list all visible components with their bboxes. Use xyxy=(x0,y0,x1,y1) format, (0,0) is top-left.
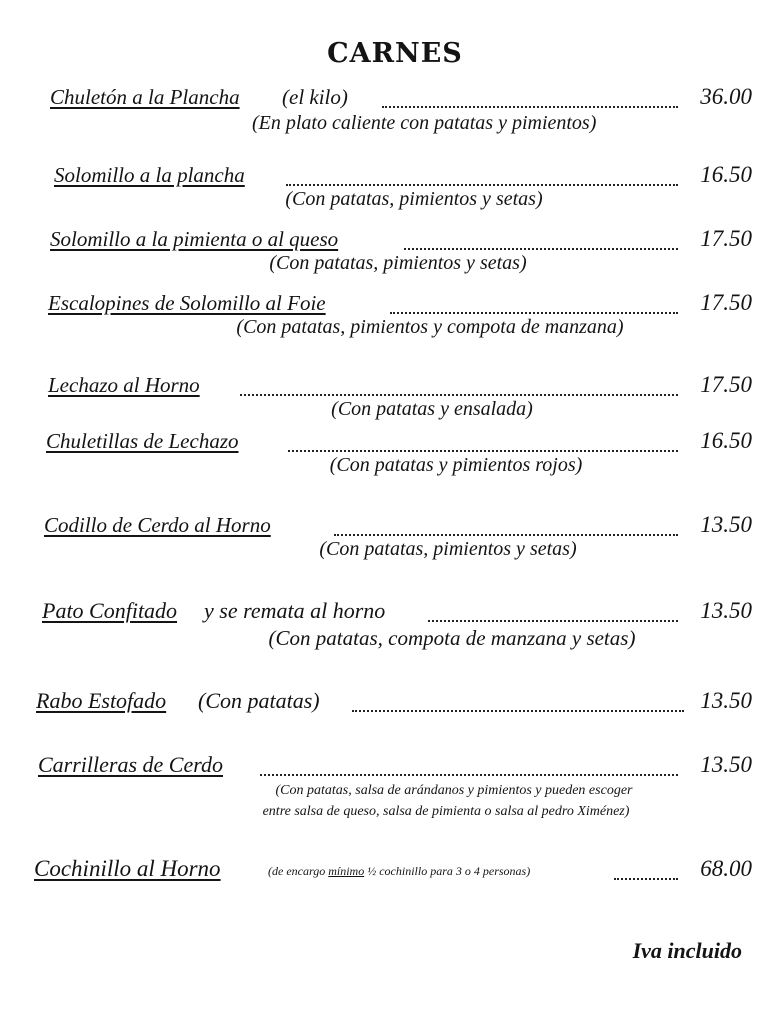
tax-note: Iva incluido xyxy=(632,938,742,963)
item-name: Codillo de Cerdo al Horno xyxy=(44,513,271,537)
item-name: Escalopines de Solomillo al Foie xyxy=(48,291,326,315)
item-description: (Con patatas, pimientos y compota de manzana) xyxy=(236,316,624,338)
item-name: Lechazo al Horno xyxy=(48,373,200,397)
menu-item xyxy=(0,686,768,718)
item-description: (Con patatas, pimientos y setas) xyxy=(319,538,577,560)
item-description: (Con patatas y pimientos rojos) xyxy=(329,454,583,476)
menu-title: CARNES xyxy=(327,38,463,69)
item-price: 16.50 xyxy=(700,162,752,187)
item-name: Solomillo a la plancha xyxy=(54,163,245,187)
item-price: 13.50 xyxy=(700,598,752,623)
leader-dots xyxy=(352,710,684,712)
item-name-extra: y se remata al horno xyxy=(204,598,386,623)
leader-dots xyxy=(390,312,678,314)
item-description-line: entre salsa de queso, salsa de pimienta o salsa al pedro Ximénez) xyxy=(262,804,630,819)
leader-dots xyxy=(614,878,678,880)
item-price: 17.50 xyxy=(700,290,752,315)
menu-item xyxy=(0,750,768,782)
leader-dots xyxy=(240,394,678,396)
item-description: (Con patatas, pimientos y setas) xyxy=(285,188,543,210)
leader-dots xyxy=(288,450,678,452)
menu-item xyxy=(0,82,768,114)
menu-item xyxy=(0,854,768,886)
item-price: 17.50 xyxy=(700,226,752,251)
item-description: (Con patatas, compota de manzana y setas) xyxy=(268,626,636,650)
leader-dots xyxy=(334,534,678,536)
item-name: Chuletón a la Plancha xyxy=(50,85,240,109)
leader-dots xyxy=(286,184,678,186)
item-name: Carrilleras de Cerdo xyxy=(38,752,223,777)
item-description: (Con patatas, pimientos y setas) xyxy=(269,252,527,274)
item-name: Solomillo a la pimienta o al queso xyxy=(50,227,339,251)
item-description-line: (Con patatas, salsa de arándanos y pimientos y pueden escoger xyxy=(275,783,633,798)
item-name: Cochinillo al Horno xyxy=(34,856,221,881)
item-price: 13.50 xyxy=(700,688,752,713)
item-price: 13.50 xyxy=(700,512,752,537)
item-price: 36.00 xyxy=(700,84,752,109)
item-description: (En plato caliente con patatas y pimientos) xyxy=(252,112,597,134)
item-price: 68.00 xyxy=(700,856,752,881)
item-note: (de encargo mínimo ½ cochinillo para 3 o 4 personas) xyxy=(268,864,531,878)
item-name-extra: (el kilo) xyxy=(282,85,348,109)
leader-dots xyxy=(260,774,678,776)
leader-dots xyxy=(428,620,678,622)
leader-dots xyxy=(382,106,678,108)
item-name: Chuletillas de Lechazo xyxy=(46,429,239,453)
item-price: 16.50 xyxy=(700,428,752,453)
item-name: Rabo Estofado xyxy=(36,688,167,713)
item-price: 13.50 xyxy=(700,752,752,777)
item-description: (Con patatas y ensalada) xyxy=(331,398,533,420)
leader-dots xyxy=(404,248,678,250)
menu-item xyxy=(0,596,768,628)
item-name-extra: (Con patatas) xyxy=(198,688,320,713)
item-price: 17.50 xyxy=(700,372,752,397)
item-note-emphasis: mínimo xyxy=(328,864,365,878)
item-name: Pato Confitado xyxy=(42,598,178,623)
